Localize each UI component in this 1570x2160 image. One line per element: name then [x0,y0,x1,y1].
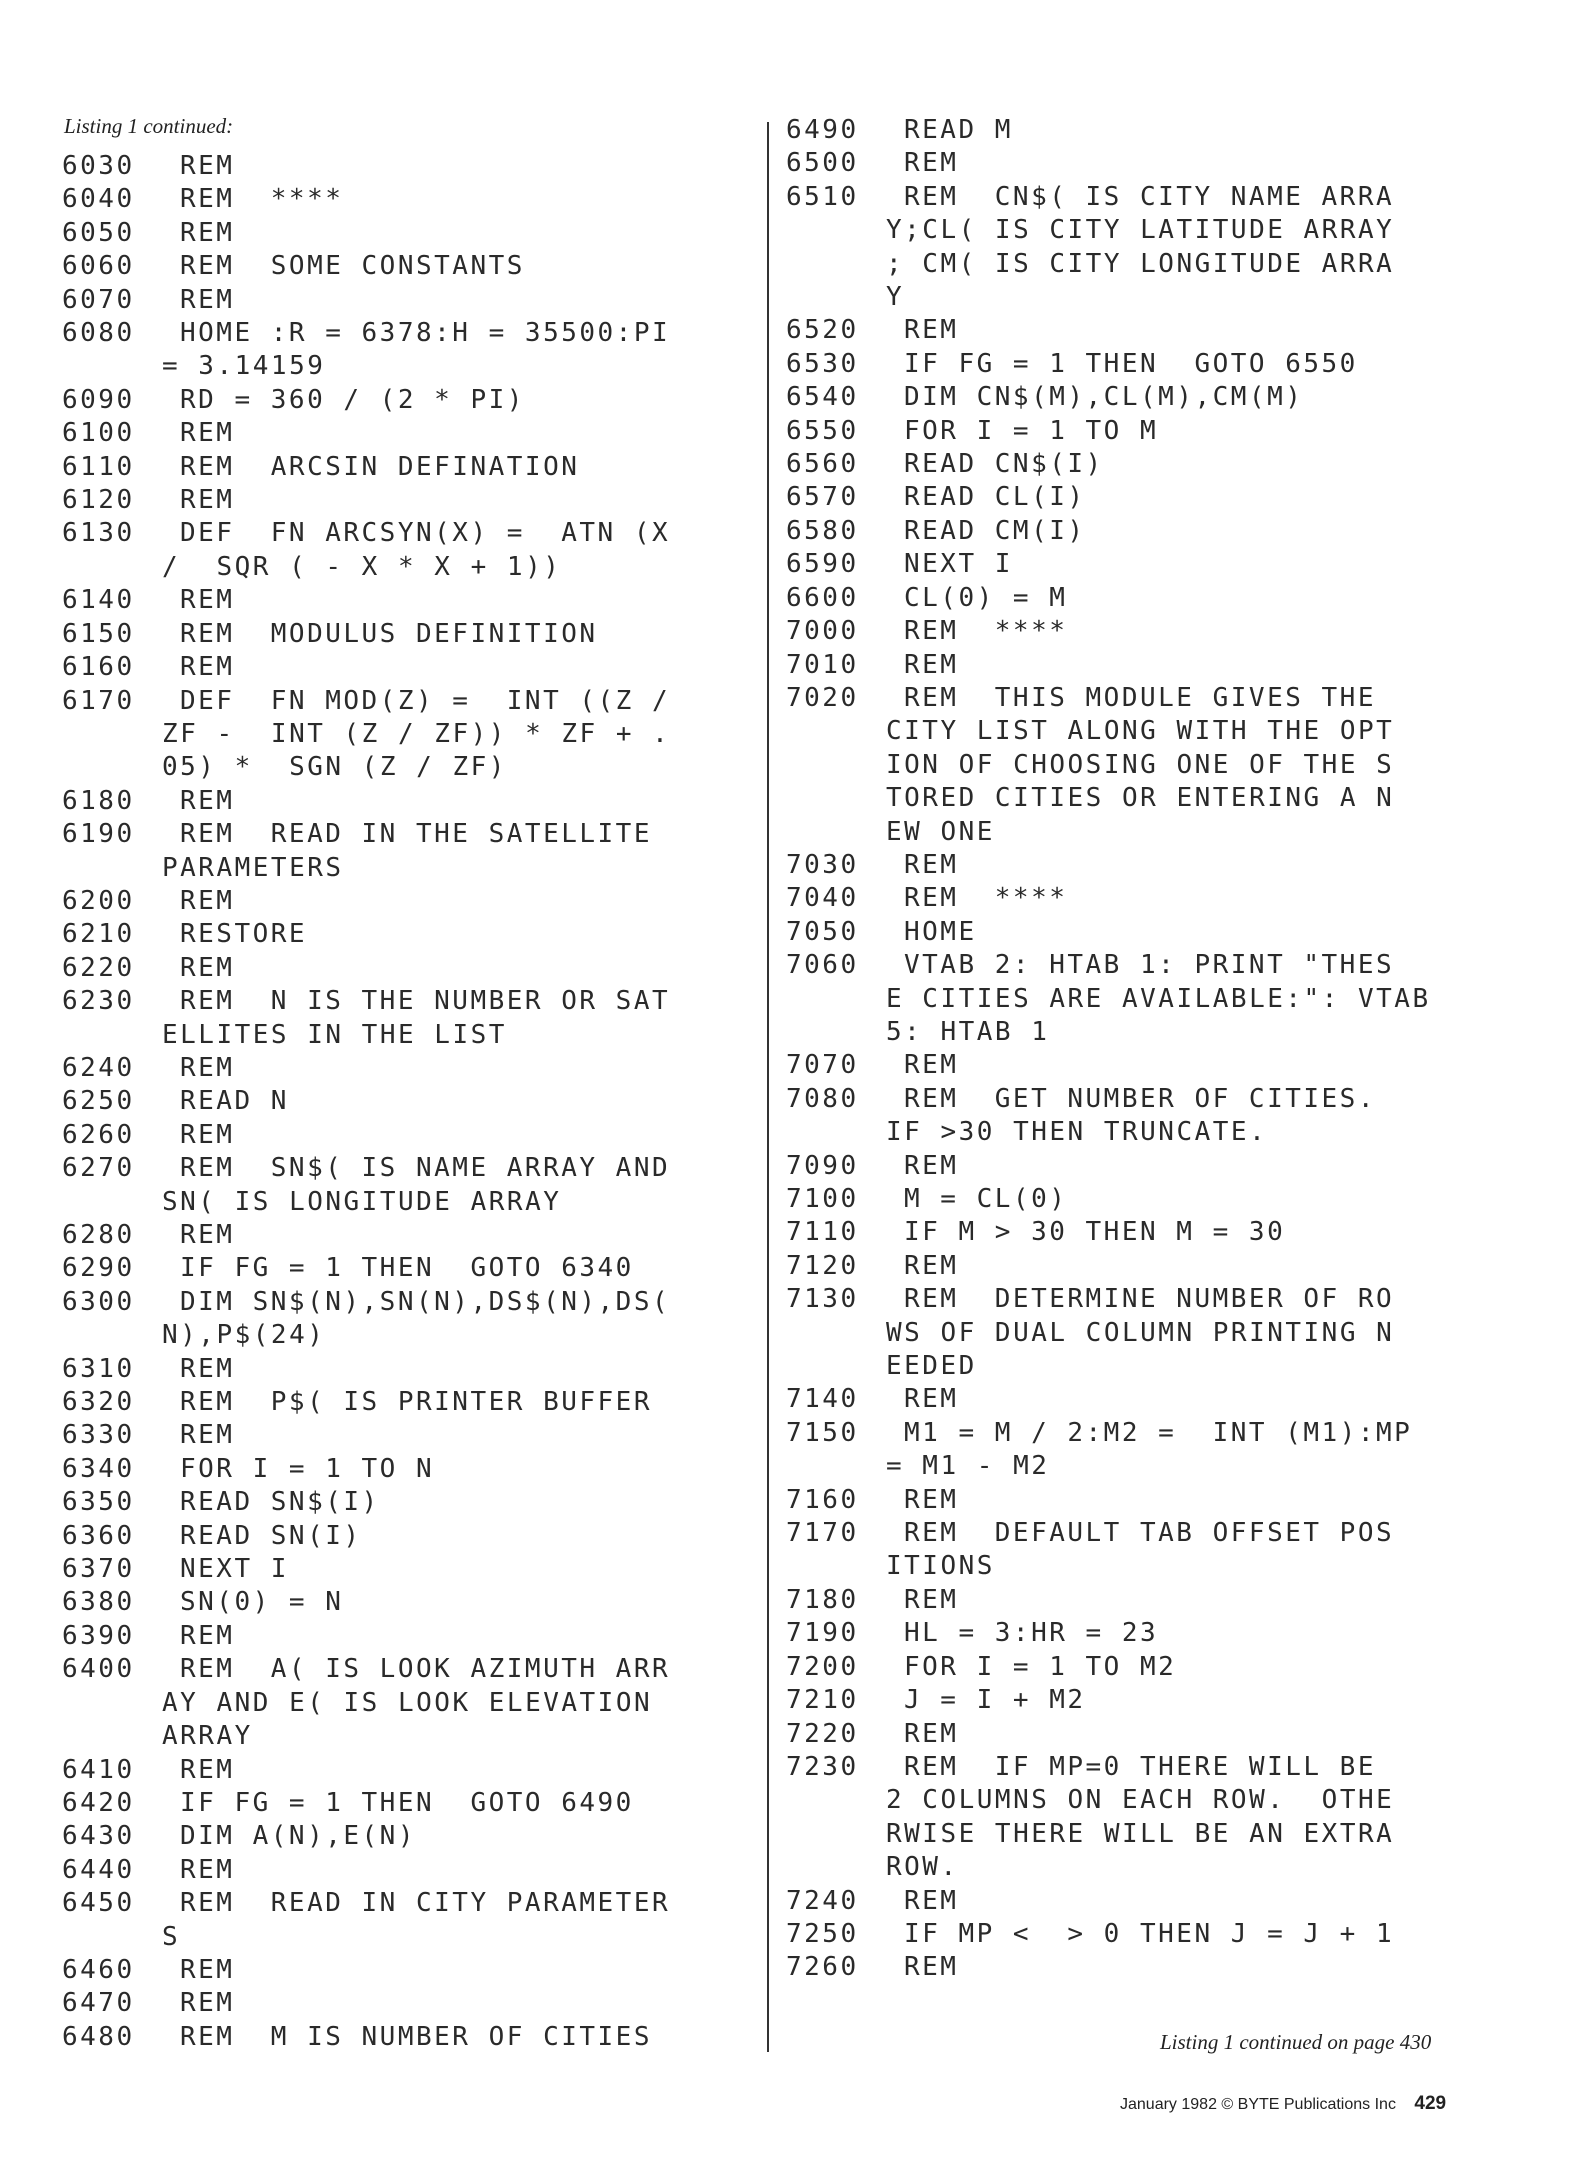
line-number: 6410 [62,1754,135,1785]
line-number: 7240 [786,1885,859,1916]
line-code: IF MP < > 0 THEN J = J + 1 [904,1918,1395,1949]
line-number: 6060 [62,251,135,282]
code-line [786,548,1506,581]
code-line [62,1219,752,1252]
line-number: 6600 [786,582,859,613]
line-continuation: IF >30 THEN TRUNCATE. [886,1117,1268,1148]
code-line [786,147,1506,180]
line-number: 6270 [62,1153,135,1184]
line-code: HOME [904,916,977,947]
code-line [62,484,752,517]
line-number: 6380 [62,1587,135,1618]
code-line [62,517,752,550]
code-line [786,1150,1506,1183]
code-line [786,181,1506,214]
line-continuation: Y;CL( IS CITY LATITUDE ARRAY ; CM( IS CITY LONGITUDE ARRA Y [886,215,1395,313]
line-code: READ CM(I) [904,515,1086,546]
line-code: DEF FN MOD(Z) = INT ((Z / [180,685,671,716]
line-code: REM P$( IS PRINTER BUFFER [180,1387,652,1418]
line-code: REM [904,315,959,346]
page-footer [1120,2093,1446,2115]
line-number: 6290 [62,1253,135,1284]
code-line [62,584,752,617]
line-code: REM [180,1854,235,1885]
line-number: 6440 [62,1854,135,1885]
line-code: REM [904,1484,959,1515]
line-code: READ CN$(I) [904,449,1104,480]
line-code: REM **** [904,616,1068,647]
footer-credit: January 1982 © BYTE Publications Inc [1120,2096,1396,2113]
line-number: 6100 [62,418,135,449]
line-number: 6530 [786,348,859,379]
line-number: 6360 [62,1520,135,1551]
line-number: 6340 [62,1453,135,1484]
code-line [786,348,1506,381]
line-code: READ N [180,1086,289,1117]
line-number: 6150 [62,618,135,649]
line-number: 6310 [62,1353,135,1384]
line-code: REM M IS NUMBER OF CITIES [180,2021,652,2052]
line-number: 6260 [62,1119,135,1150]
code-line [786,1885,1506,1918]
line-continuation: AY AND E( IS LOOK ELEVATION ARRAY [162,1687,653,1752]
line-number: 6590 [786,549,859,580]
line-code: REM [180,952,235,983]
line-number: 6040 [62,184,135,215]
line-continuation: S [162,1921,181,1952]
code-line [62,1152,752,1185]
line-number: 6250 [62,1086,135,1117]
code-line [62,1653,752,1686]
code-line [786,1584,1506,1617]
line-number: 6400 [62,1654,135,1685]
code-line [786,916,1506,949]
line-number: 6480 [62,2021,135,2052]
line-number: 6420 [62,1787,135,1818]
line-continuation: ZF - INT (Z / ZF)) * ZF + . 05) * SGN (Z / ZF) [162,718,671,783]
code-line [62,1787,752,1820]
line-code: REM [180,1988,235,2019]
line-number: 7000 [786,616,859,647]
line-number: 7260 [786,1952,859,1983]
code-line [786,1918,1506,1951]
line-code: READ M [904,115,1013,145]
line-number: 6500 [786,148,859,179]
line-code: REM MODULUS DEFINITION [180,618,598,649]
line-code: CL(0) = M [904,582,1068,613]
line-number: 6050 [62,217,135,248]
line-number: 6070 [62,284,135,315]
right-code-column [786,114,1506,1985]
line-code: REM READ IN THE SATELLITE [180,819,652,850]
code-line [62,651,752,684]
line-number: 6200 [62,885,135,916]
line-code: REM GET NUMBER OF CITIES. [904,1083,1376,1114]
line-code: REM [904,1584,959,1615]
line-code: FOR I = 1 TO M2 [904,1651,1177,1682]
line-code: REM [904,1250,959,1281]
code-line [62,1119,752,1152]
line-continuation: PARAMETERS [162,852,344,883]
code-line [62,150,752,183]
line-code: M1 = M / 2:M2 = INT (M1):MP [904,1417,1413,1448]
code-line [786,1517,1506,1550]
code-line [786,882,1506,915]
code-line [62,1553,752,1586]
code-line [62,317,752,350]
line-code: REM IF MP=0 THERE WILL BE [904,1751,1376,1782]
code-line [62,1586,752,1619]
code-line [62,1419,752,1452]
code-line [786,582,1506,615]
line-code: DIM SN$(N),SN(N),DS$(N),DS( [180,1286,671,1317]
listing-header: Listing 1 continued: [64,114,234,138]
line-code: REM THIS MODULE GIVES THE [904,682,1376,713]
line-number: 6370 [62,1554,135,1585]
line-number: 7220 [786,1718,859,1749]
line-code: READ CL(I) [904,482,1086,513]
line-code: RESTORE [180,919,308,950]
line-number: 7230 [786,1751,859,1782]
line-code: REM [180,1420,235,1451]
code-line [786,1484,1506,1517]
line-code: REM [180,1954,235,1985]
line-number: 6320 [62,1387,135,1418]
code-line [786,1083,1506,1116]
code-line [786,849,1506,882]
line-code: REM CN$( IS CITY NAME ARRA [904,181,1395,212]
line-number: 7100 [786,1184,859,1214]
page-number: 429 [1414,2093,1447,2114]
line-number: 7110 [786,1217,859,1248]
line-number: 6240 [62,1052,135,1083]
line-code: IF FG = 1 THEN GOTO 6340 [180,1253,634,1284]
line-code: REM [180,885,235,916]
line-code: DIM CN$(M),CL(M),CM(M) [904,382,1304,413]
column-divider [767,122,769,2052]
line-code: IF M > 30 THEN M = 30 [904,1217,1286,1248]
code-line [786,1617,1506,1650]
line-number: 6280 [62,1220,135,1250]
code-line [62,1754,752,1787]
line-code: SN(0) = N [180,1587,344,1618]
line-code: RD = 360 / (2 * PI) [180,384,525,415]
code-line [786,649,1506,682]
line-continuation: E CITIES ARE AVAILABLE:": VTAB 5: HTAB 1 [886,983,1431,1047]
line-continuation: N),P$(24) [162,1320,326,1351]
code-line [786,481,1506,514]
code-line [786,1751,1506,1784]
line-code: NEXT I [904,549,1013,580]
line-code: REM ARCSIN DEFINATION [180,451,580,482]
line-number: 7030 [786,849,859,880]
line-number: 7050 [786,916,859,947]
line-number: 6580 [786,515,859,546]
line-number: 6130 [62,518,135,549]
line-number: 6120 [62,485,135,516]
line-code: REM [180,1620,235,1651]
line-number: 6430 [62,1821,135,1852]
line-code: REM [180,485,235,516]
line-number: 6160 [62,652,135,683]
line-number: 7130 [786,1284,859,1315]
line-code: NEXT I [180,1554,289,1585]
line-number: 7010 [786,649,859,680]
line-code: REM [904,1718,959,1749]
code-line [786,1951,1506,1984]
line-continuation: SN( IS LONGITUDE ARRAY [162,1186,562,1217]
code-line [62,818,752,851]
line-code: J = I + M2 [904,1685,1086,1716]
line-code: REM [904,649,959,680]
code-line [62,217,752,250]
line-number: 7150 [786,1417,859,1448]
line-number: 6170 [62,685,135,716]
line-code: FOR I = 1 TO M [904,415,1159,446]
line-code: REM [180,1353,235,1384]
line-continuation: WS OF DUAL COLUMN PRINTING N EEDED [886,1317,1395,1382]
line-code: IF FG = 1 THEN GOTO 6490 [180,1787,634,1818]
code-line [786,1250,1506,1283]
line-number: 7140 [786,1384,859,1415]
line-code: READ SN(I) [180,1520,362,1551]
line-continuation: ITIONS [886,1551,995,1582]
code-line [62,1520,752,1553]
code-line [62,417,752,450]
line-code: READ SN$(I) [180,1487,380,1518]
line-code: HL = 3:HR = 23 [904,1618,1159,1649]
code-line [62,1252,752,1285]
code-line [62,618,752,651]
code-line [62,785,752,818]
line-number: 7120 [786,1250,859,1281]
line-continuation: CITY LIST ALONG WITH THE OPT ION OF CHOOSING ONE OF THE S TORED CITIES OR ENTERING A N EW ONE [886,716,1395,847]
line-number: 6450 [62,1888,135,1919]
code-line [786,448,1506,481]
code-line [62,284,752,317]
line-number: 6570 [786,482,859,513]
code-line [786,949,1506,982]
line-number: 6510 [786,181,859,212]
line-continuation: ELLITES IN THE LIST [162,1019,507,1050]
code-line [62,384,752,417]
code-line [62,1820,752,1853]
code-line [786,1283,1506,1316]
line-code: DIM A(N),E(N) [180,1821,416,1852]
line-code: REM [904,1050,959,1081]
line-code: REM [180,217,235,248]
code-line [786,1049,1506,1082]
line-code: REM **** [180,184,344,215]
code-line [786,1684,1506,1717]
code-line [62,1052,752,1085]
code-line [62,451,752,484]
code-line [62,1353,752,1386]
line-code: REM SOME CONSTANTS [180,251,525,282]
line-number: 6190 [62,819,135,850]
line-number: 6460 [62,1954,135,1985]
line-code: REM READ IN CITY PARAMETER [180,1888,671,1919]
code-line [62,985,752,1018]
line-code: REM DETERMINE NUMBER OF RO [904,1284,1395,1315]
line-code: REM [180,151,235,181]
line-number: 6560 [786,449,859,480]
code-line [62,1453,752,1486]
line-number: 6350 [62,1487,135,1518]
line-code: FOR I = 1 TO N [180,1453,435,1484]
line-continuation: = 3.14159 [162,351,326,382]
code-line [786,682,1506,715]
line-code: REM [904,1952,959,1983]
line-number: 6550 [786,415,859,446]
code-line [786,415,1506,448]
code-line [62,1085,752,1118]
line-code: REM [180,1119,235,1150]
code-line [62,685,752,718]
code-line [62,1486,752,1519]
code-line [786,515,1506,548]
line-number: 6520 [786,315,859,346]
line-number: 6220 [62,952,135,983]
line-code: REM [180,418,235,449]
line-code: REM N IS THE NUMBER OR SAT [180,986,671,1017]
code-line [62,183,752,216]
code-line [786,1417,1506,1450]
code-line [786,615,1506,648]
line-number: 6490 [786,115,859,145]
code-line [62,1286,752,1319]
line-number: 6030 [62,151,135,181]
line-code: REM [180,284,235,315]
code-line [62,1620,752,1653]
line-code: REM [904,1885,959,1916]
code-line [786,1718,1506,1751]
line-code: REM [180,1052,235,1083]
code-line [786,114,1506,147]
line-code: REM [904,1384,959,1415]
line-number: 7080 [786,1083,859,1114]
code-line [62,885,752,918]
line-code: REM SN$( IS NAME ARRAY AND [180,1153,671,1184]
line-number: 7200 [786,1651,859,1682]
line-number: 6080 [62,318,135,349]
line-code: HOME :R = 6378:H = 35500:PI [180,318,671,349]
line-code: VTAB 2: HTAB 1: PRINT "THES [904,950,1395,981]
line-number: 6090 [62,384,135,415]
line-number: 7180 [786,1584,859,1615]
line-number: 7250 [786,1918,859,1949]
line-code: REM [180,1754,235,1785]
line-number: 7210 [786,1685,859,1716]
line-code: REM [180,785,235,816]
line-number: 7090 [786,1150,859,1181]
line-number: 7020 [786,682,859,713]
line-code: REM [180,1220,235,1250]
line-code: REM [180,585,235,616]
line-code: REM [904,849,959,880]
line-number: 7190 [786,1618,859,1649]
line-number: 6540 [786,382,859,413]
line-code: REM [904,148,959,179]
line-continuation: = M1 - M2 [886,1451,1050,1482]
code-line [786,1183,1506,1216]
line-code: DEF FN ARCSYN(X) = ATN (X [180,518,671,549]
line-code: M = CL(0) [904,1184,1068,1214]
line-continuation: 2 COLUMNS ON EACH ROW. OTHE RWISE THERE WILL BE AN EXTRA ROW. [886,1785,1395,1883]
code-line [786,1383,1506,1416]
code-line [62,2021,752,2054]
line-number: 7040 [786,883,859,914]
line-number: 6110 [62,451,135,482]
line-number: 6300 [62,1286,135,1317]
line-number: 7160 [786,1484,859,1515]
line-number: 6390 [62,1620,135,1651]
line-continuation: / SQR ( - X * X + 1)) [162,551,562,582]
line-number: 6180 [62,785,135,816]
code-line [62,1386,752,1419]
line-number: 6140 [62,585,135,616]
left-code-column [62,150,752,2054]
line-number: 6330 [62,1420,135,1451]
code-line [786,314,1506,347]
code-line [786,1216,1506,1249]
code-line [62,918,752,951]
line-number: 6230 [62,986,135,1017]
line-code: REM [180,652,235,683]
code-line [62,1887,752,1920]
line-number: 6470 [62,1988,135,2019]
code-line [62,952,752,985]
code-line [62,1987,752,2020]
line-number: 7070 [786,1050,859,1081]
line-number: 6210 [62,919,135,950]
code-line [62,250,752,283]
code-line [62,1854,752,1887]
line-code: REM [904,1150,959,1181]
line-number: 7170 [786,1518,859,1549]
line-number: 7060 [786,950,859,981]
line-code: REM DEFAULT TAB OFFSET POS [904,1518,1395,1549]
line-code: REM A( IS LOOK AZIMUTH ARR [180,1654,671,1685]
code-line [786,381,1506,414]
line-code: REM **** [904,883,1068,914]
continued-note: Listing 1 continued on page 430 [1160,2030,1432,2054]
line-code: IF FG = 1 THEN GOTO 6550 [904,348,1358,379]
code-line [786,1651,1506,1684]
code-line [62,1954,752,1987]
